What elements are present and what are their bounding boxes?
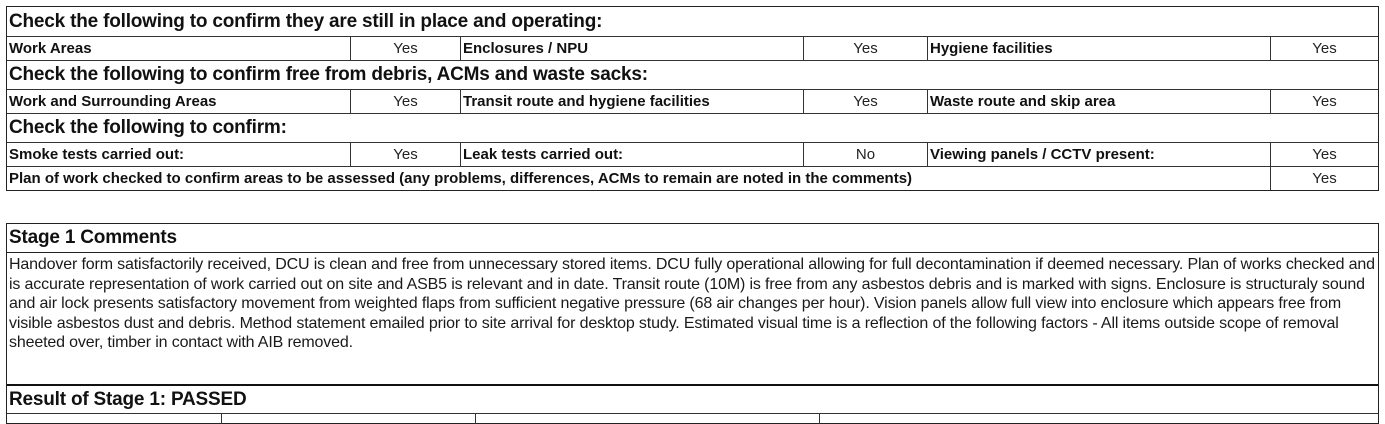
section-header-in-place xyxy=(7,7,1378,36)
check-value-surrounding-areas[interactable]: Yes xyxy=(350,90,460,113)
comments-title: Stage 1 Comments xyxy=(9,227,177,248)
table-row-plan-of-work xyxy=(7,166,1378,190)
check-value-leak-tests[interactable]: No xyxy=(803,143,927,166)
section-title: Check the following to confirm they are still in place and operating: xyxy=(9,10,603,32)
check-label-work-areas: Work Areas xyxy=(9,40,92,57)
comments-body[interactable]: Handover form satisfactorily received, DCU is clean and free from unnecessary stored items. DCU fully operational allowing for full decontamination if deemed necessary. Plan of works checked and is accurate representation of work carried out on site and ASB5 is relevant and in date. Transit route (10M) is free from any asbestos debris and is marked with signs. Enclosure is structuraly sound and air lock presents satisfactory movement from weighted flaps from sufficient negative pressure (68 air changes per hour). Vision panels allow full view into enclosure which appears free from visible asbestos dust and debris. Method statement emailed prior to site arrival for desktop study. Estimated visual time is a reflection of the following factors - All items outside scope of removal sheeted over, timber in contact with AIB removed. xyxy=(7,252,1378,384)
table-row xyxy=(7,142,1378,166)
check-label-leak-tests: Leak tests carried out: xyxy=(460,143,803,166)
table-cell xyxy=(7,414,221,424)
table-cell xyxy=(475,414,819,424)
check-value-smoke-tests[interactable]: Yes xyxy=(350,143,460,166)
stage-result-text: Result of Stage 1: PASSED xyxy=(9,388,247,410)
check-value-hygiene[interactable]: Yes xyxy=(1270,37,1378,60)
stage1-comments-table xyxy=(6,223,1379,424)
section-title: Check the following to confirm: xyxy=(9,117,287,138)
check-label-hygiene: Hygiene facilities xyxy=(927,37,1270,60)
table-row xyxy=(7,36,1378,60)
table-cell xyxy=(221,414,475,424)
check-label-surrounding-areas: Work and Surrounding Areas xyxy=(9,93,217,110)
check-value-enclosures[interactable]: Yes xyxy=(803,37,927,60)
comments-header xyxy=(7,224,1378,252)
section-title: Check the following to confirm free from debris, ACMs and waste sacks: xyxy=(9,64,648,85)
check-label-transit-route: Transit route and hygiene facilities xyxy=(460,90,803,113)
table-row-partial xyxy=(7,413,1378,423)
check-value-waste-route[interactable]: Yes xyxy=(1270,90,1378,113)
check-value-viewing-panels[interactable]: Yes xyxy=(1270,143,1378,166)
stage-result xyxy=(7,384,1378,413)
check-value-work-areas[interactable]: Yes xyxy=(350,37,460,60)
check-value-transit-route[interactable]: Yes xyxy=(803,90,927,113)
check-label-smoke-tests: Smoke tests carried out: xyxy=(9,146,185,163)
check-label-plan-of-work: Plan of work checked to confirm areas to be assessed (any problems, differences, ACMs to remain are noted in the comments) xyxy=(9,170,913,187)
check-label-viewing-panels: Viewing panels / CCTV present: xyxy=(927,143,1270,166)
table-row xyxy=(7,89,1378,113)
check-label-waste-route: Waste route and skip area xyxy=(927,90,1270,113)
table-cell xyxy=(819,414,1378,424)
site-checks-table xyxy=(6,6,1379,191)
section-header-confirm xyxy=(7,113,1378,142)
check-value-plan-of-work[interactable]: Yes xyxy=(1270,167,1378,190)
section-header-free-from-debris xyxy=(7,60,1378,89)
check-label-enclosures: Enclosures / NPU xyxy=(460,37,803,60)
